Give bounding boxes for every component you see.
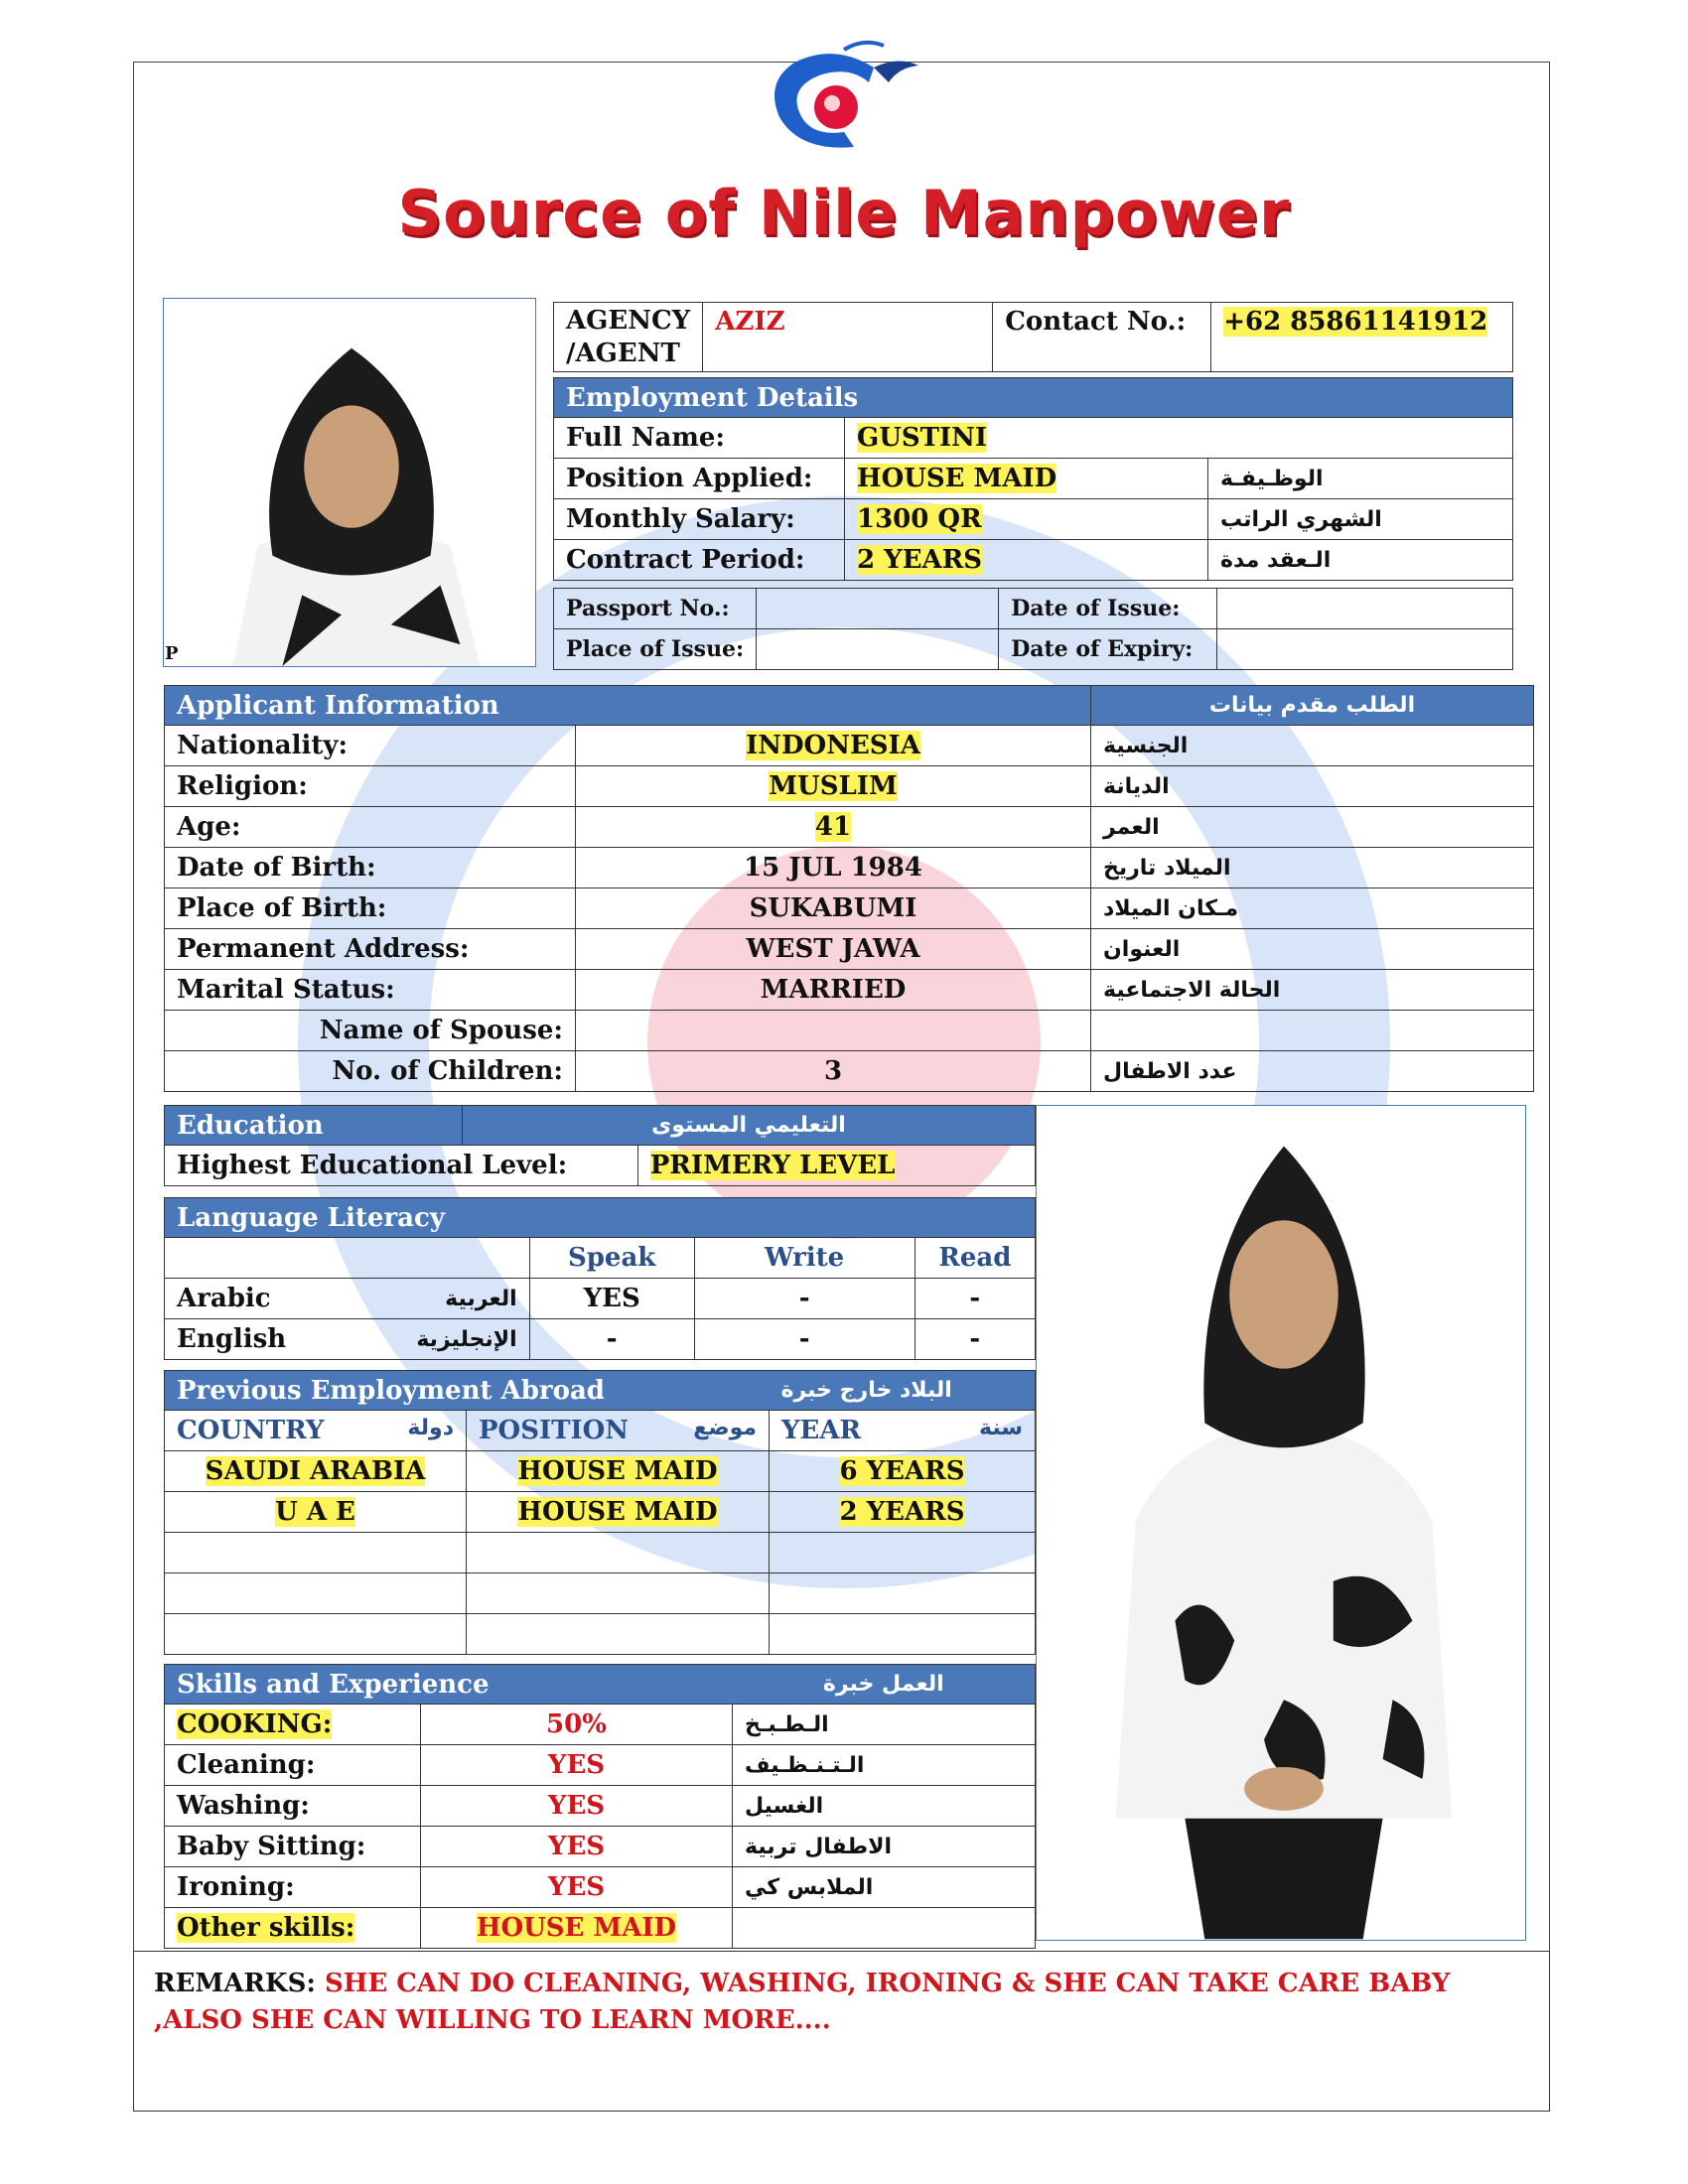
ironing-label: Ironing: [165, 1867, 421, 1908]
issue-date-value [1217, 589, 1513, 629]
cooking-label: COOKING: [177, 1709, 333, 1739]
read-col: Read [914, 1238, 1035, 1279]
position-col: POSITION [479, 1416, 630, 1445]
babysitting-value: YES [421, 1827, 733, 1867]
agency-table [553, 302, 1513, 372]
position-ar: الوظـيفـة [1208, 459, 1513, 499]
agency-value: AZIZ [715, 307, 785, 337]
place-issue-label: Place of Issue: [554, 629, 757, 670]
prev-year-1: 6 YEARS [839, 1456, 965, 1486]
skills-title: Skills and Experience [165, 1665, 733, 1705]
washing-ar: الغسيل [733, 1786, 1036, 1827]
passport-no-label: Passport No.: [554, 589, 757, 629]
expiry-label: Date of Expiry: [999, 629, 1217, 670]
arabic-speak: YES [529, 1279, 694, 1319]
salary-value: 1300 QR [857, 504, 982, 534]
full-name-value: GUSTINI [857, 423, 988, 453]
speak-col: Speak [529, 1238, 694, 1279]
cleaning-value: YES [421, 1745, 733, 1786]
arabic-read: - [914, 1279, 1035, 1319]
dob-value: 15 JUL 1984 [576, 848, 1091, 888]
cleaning-ar: الـتـنـظـيف [733, 1745, 1036, 1786]
remarks-label: REMARKS: [154, 1969, 316, 1998]
employment-table [553, 377, 1513, 581]
marital-ar: الحالة الاجتماعية [1091, 970, 1534, 1011]
spouse-value [576, 1011, 1091, 1051]
salary-label: Monthly Salary: [554, 499, 845, 540]
position-value: HOUSE MAID [857, 464, 1057, 493]
education-title-ar: التعليمي المستوى [463, 1106, 1036, 1146]
address-value: WEST JAWA [576, 929, 1091, 970]
address-label: Permanent Address: [165, 929, 576, 970]
arabic-write: - [694, 1279, 914, 1319]
age-ar: العمر [1091, 807, 1534, 848]
passport-table [553, 588, 1513, 670]
applicant-title-ar: الطلب مقدم بيانات [1091, 686, 1534, 726]
expiry-value [1217, 629, 1513, 670]
nationality-value: INDONESIA [746, 731, 920, 760]
prev-position-1: HOUSE MAID [517, 1456, 718, 1486]
agency-label: AGENCY /AGENT [554, 303, 703, 372]
remarks-text: SHE CAN DO CLEANING, WASHING, IRONING & SHE CAN TAKE CARE BABY ,ALSO SHE CAN WILLING TO LEARN MORE.... [154, 1969, 1451, 2035]
ironing-ar: الملابس كي [733, 1867, 1036, 1908]
language-table [164, 1197, 1036, 1360]
applicant-table [164, 685, 1534, 1092]
language-title: Language Literacy [165, 1198, 1036, 1238]
year-col-ar: سنة [979, 1416, 1023, 1440]
position-col-ar: موضع [693, 1416, 757, 1440]
year-col: YEAR [781, 1416, 862, 1445]
spouse-ar [1091, 1011, 1534, 1051]
previous-title: Previous Employment Abroad [165, 1371, 770, 1411]
education-title: Education [165, 1106, 463, 1146]
children-ar: عدد الاطفال [1091, 1051, 1534, 1092]
nationality-ar: الجنسية [1091, 726, 1534, 766]
cleaning-label: Cleaning: [165, 1745, 421, 1786]
contract-value: 2 YEARS [857, 545, 983, 575]
applicant-photo-small [163, 298, 536, 667]
applicant-photo-full [1036, 1105, 1526, 1941]
spouse-label: Name of Spouse: [165, 1011, 576, 1051]
brand-title: Source of Nile Manpower [397, 177, 1291, 249]
photo-marker: P [165, 643, 179, 664]
issue-date-label: Date of Issue: [999, 589, 1217, 629]
english-read: - [914, 1319, 1035, 1360]
english-write: - [694, 1319, 914, 1360]
dob-label: Date of Birth: [165, 848, 576, 888]
arabic-ar: العربية [324, 1279, 530, 1319]
country-col: COUNTRY [177, 1416, 325, 1445]
education-label: Highest Educational Level: [165, 1146, 638, 1186]
cooking-ar: الـطـبـخ [733, 1705, 1036, 1745]
pob-label: Place of Birth: [165, 888, 576, 929]
country-col-ar: دولة [407, 1416, 454, 1440]
age-label: Age: [165, 807, 576, 848]
remarks-box [133, 1951, 1550, 2112]
babysitting-ar: الاطفال تربية [733, 1827, 1036, 1867]
cooking-value: 50% [421, 1705, 733, 1745]
position-label: Position Applied: [554, 459, 845, 499]
contract-ar: الـعقد مدة [1208, 540, 1513, 581]
english-label: English [165, 1319, 324, 1360]
pob-value: SUKABUMI [576, 888, 1091, 929]
contact-label: Contact No.: [993, 303, 1211, 372]
washing-value: YES [421, 1786, 733, 1827]
skills-table [164, 1664, 1036, 1949]
pob-ar: مـكان الميلاد [1091, 888, 1534, 929]
contract-label: Contract Period: [554, 540, 845, 581]
babysitting-label: Baby Sitting: [165, 1827, 421, 1867]
applicant-title: Applicant Information [165, 686, 1091, 726]
other-skills-ar [733, 1908, 1036, 1949]
full-name-label: Full Name: [554, 418, 845, 459]
prev-country-1: SAUDI ARABIA [205, 1456, 426, 1486]
nile-swirl-logo-icon [725, 38, 943, 167]
skills-title-ar: العمل خبرة [733, 1665, 1036, 1705]
write-col: Write [694, 1238, 914, 1279]
education-value: PRIMERY LEVEL [649, 1151, 896, 1180]
other-skills-label: Other skills: [177, 1913, 355, 1943]
dob-ar: الميلاد تاريخ [1091, 848, 1534, 888]
children-value: 3 [576, 1051, 1091, 1092]
religion-ar: الديانة [1091, 766, 1534, 807]
marital-label: Marital Status: [165, 970, 576, 1011]
place-issue-value [757, 629, 999, 670]
other-skills-value: HOUSE MAID [476, 1913, 677, 1943]
english-speak: - [529, 1319, 694, 1360]
arabic-label: Arabic [165, 1279, 324, 1319]
english-ar: الإنجليزية [324, 1319, 530, 1360]
contact-value: +62 85861141912 [1223, 307, 1488, 337]
marital-value: MARRIED [576, 970, 1091, 1011]
employment-title: Employment Details [554, 378, 1513, 418]
age-value: 41 [814, 812, 852, 842]
children-label: No. of Children: [165, 1051, 576, 1092]
religion-value: MUSLIM [769, 771, 898, 801]
salary-ar: الشهري الراتب [1208, 499, 1513, 540]
previous-employment-table [164, 1370, 1036, 1655]
prev-year-2: 2 YEARS [839, 1497, 965, 1527]
education-table [164, 1105, 1036, 1186]
previous-title-ar: البلاد خارج خبرة [770, 1371, 1036, 1411]
passport-no-value [757, 589, 999, 629]
address-ar: العنوان [1091, 929, 1534, 970]
nationality-label: Nationality: [165, 726, 576, 766]
religion-label: Religion: [165, 766, 576, 807]
washing-label: Washing: [165, 1786, 421, 1827]
ironing-value: YES [421, 1867, 733, 1908]
prev-position-2: HOUSE MAID [517, 1497, 718, 1527]
prev-country-2: U A E [275, 1497, 355, 1527]
